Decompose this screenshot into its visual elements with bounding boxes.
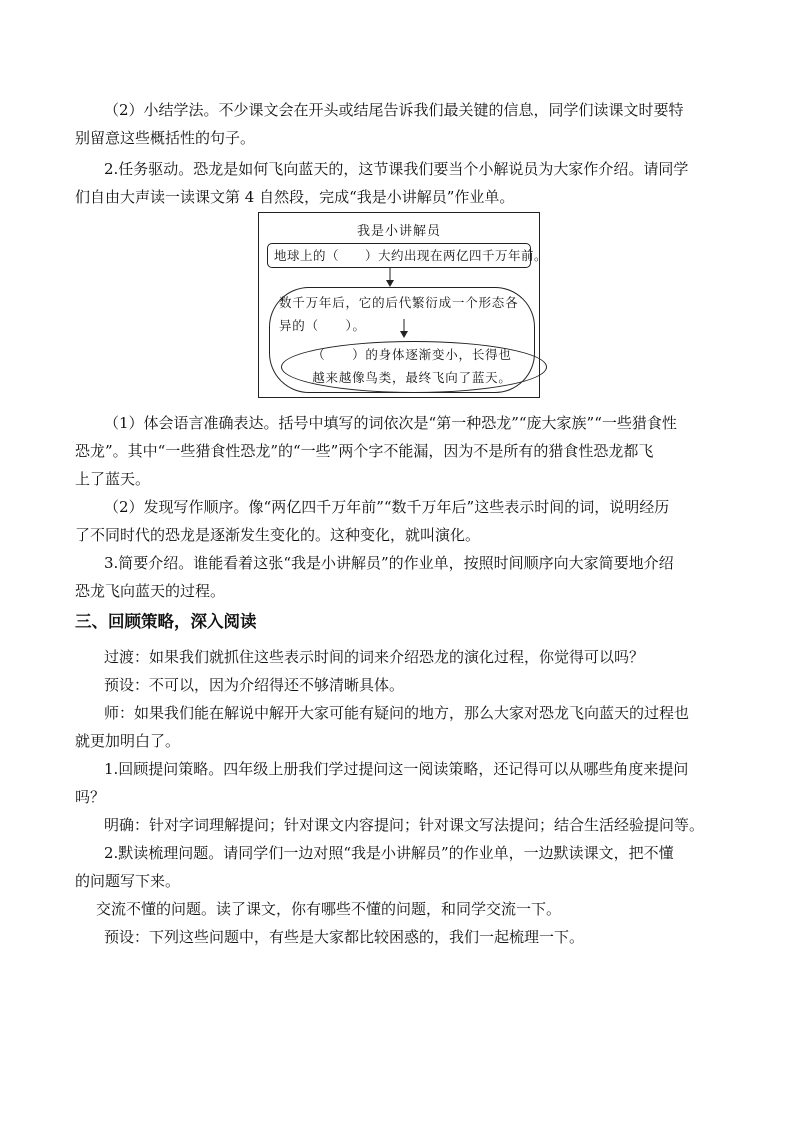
- paragraph-transition: 过渡：如果我们就抓住这些表示时间的词来介绍恐龙的演化过程，你觉得可以吗？: [104, 648, 645, 666]
- paragraph-presumption-1: 预设：不可以，因为介绍得还不够清晰具体。: [104, 676, 405, 694]
- paragraph-summary-method: （2）小结学法。不少课文会在开头或结尾告诉我们最关键的信息，同学们读课文时要特: [104, 101, 684, 119]
- worksheet-box-family-line2: 异的（ ）。: [279, 318, 366, 333]
- paragraph-silent-reading: 2.默读梳理问题。请同学们一边对照“我是小讲解员”的作业单，一边默读课文，把不懂: [104, 844, 674, 862]
- paragraph-task-driven-cont: 们自由大声读一读课文第 4 自然段，完成“我是小讲解员”作业单。: [75, 188, 515, 206]
- paragraph-task-driven: 2.任务驱动。恐龙是如何飞向蓝天的，这节课我们要当个小解说员为大家作介绍。请同学: [104, 160, 689, 178]
- paragraph-brief-intro-cont: 恐龙飞向蓝天的过程。: [75, 582, 226, 600]
- paragraph-language-precision-cont2: 上了蓝天。: [75, 470, 151, 488]
- paragraph-clarify: 明确：针对字词理解提问；针对课文内容提问；针对课文写法提问；结合生活经验提问等。: [104, 816, 705, 834]
- paragraph-language-precision-cont1: 恐龙”。其中“一些猎食性恐龙”的“一些”两个字不能漏，因为不是所有的猎食性恐龙都飞: [75, 442, 654, 460]
- paragraph-teacher-cont: 就更加明白了。: [75, 732, 181, 750]
- section-heading: 三、回顾策略，深入阅读: [75, 612, 257, 631]
- paragraph-writing-order-cont: 了不同时代的恐龙是逐渐发生变化的。这种变化，就叫演化。: [75, 526, 481, 544]
- worksheet-figure: [258, 212, 548, 398]
- paragraph-review-questioning: 1.回顾提问策略。四年级上册我们学过提问这一阅读策略，还记得可以从哪些角度来提问: [104, 760, 689, 778]
- paragraph-presumption-2: 预设：下列这些问题中，有些是大家都比较困惑的，我们一起梳理一下。: [104, 928, 585, 946]
- paragraph-writing-order: （2）发现写作顺序。像“两亿四千万年前”“数千万年后”这些表示时间的词，说明经历: [104, 498, 670, 516]
- paragraph-review-questioning-cont: 吗？: [75, 788, 106, 806]
- paragraph-teacher: 师：如果我们能在解说中解开大家可能有疑问的地方，那么大家对恐龙飞向蓝天的过程也: [104, 704, 690, 722]
- paragraph-language-precision: （1）体会语言准确表达。括号中填写的词依次是“第一种恐龙”“庞大家族”“一些猎食性: [104, 414, 677, 432]
- paragraph-exchange: 交流不懂的问题。读了课文，你有哪些不懂的问题，和同学交流一下。: [96, 900, 562, 918]
- paragraph-silent-reading-cont: 的问题写下来。: [75, 872, 181, 890]
- worksheet-box-flight-line1: （ ）的身体逐渐变小，长得也: [312, 347, 512, 362]
- worksheet-box-flight-text: [289, 343, 535, 389]
- worksheet-title: 我是小讲解员: [356, 224, 441, 239]
- down-arrow-icon: [399, 319, 409, 339]
- worksheet-box-flight-line2: 越来越像鸟类，最终飞向了蓝天。: [312, 370, 512, 385]
- worksheet-box-family-line1: 数千万年后，它的后代繁衍成一个形态各: [279, 295, 519, 310]
- down-arrow-icon: [385, 268, 395, 288]
- paragraph-summary-method-cont: 别留意这些概括性的句子。: [75, 129, 256, 147]
- worksheet-box-first-dinosaur: 地球上的（ ）大约出现在两亿四千万年前。: [267, 243, 531, 268]
- paragraph-brief-intro: 3.简要介绍。谁能看着这张“我是小讲解员”的作业单，按照时间顺序向大家简要地介绍: [104, 554, 674, 572]
